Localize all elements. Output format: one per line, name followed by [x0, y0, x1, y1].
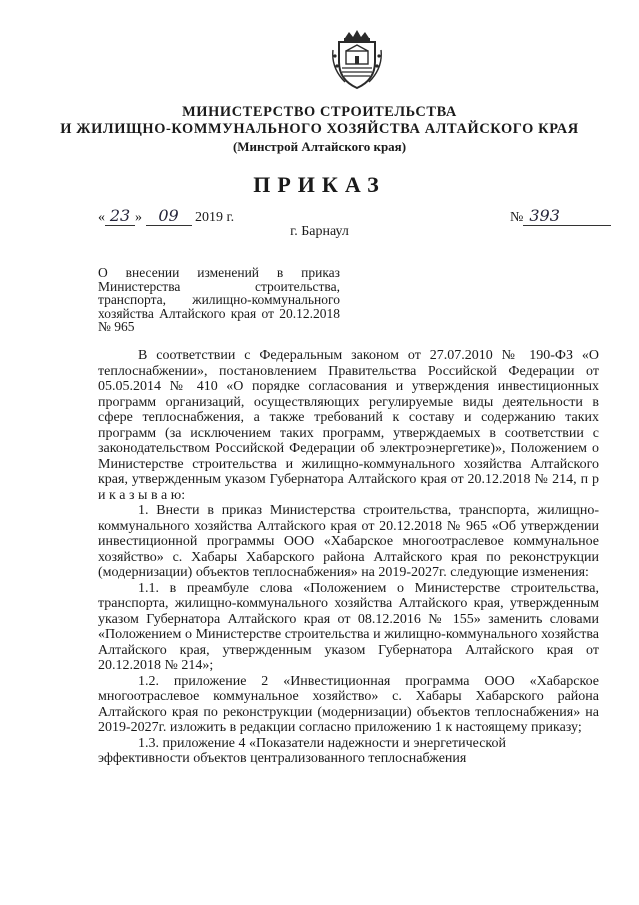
ministry-name-line2: И ЖИЛИЩНО-КОММУНАЛЬНОГО ХОЗЯЙСТВА АЛТАЙСКОГО КРАЯ: [60, 121, 579, 137]
item-1-3-continuation: эффективности объектов централизованного теплоснабжения: [98, 751, 467, 766]
number-handwritten: 393: [523, 206, 611, 226]
date-month-handwritten: 09: [146, 206, 192, 226]
number-label: №: [510, 210, 524, 225]
preamble-paragraph: В соответствии с Федеральным законом от 27.07.2010 № 190-ФЗ «О теплоснабжении», постановлением Правительства Российской Федерации от 05.05.2014 № 410 «О порядке согласования и утверждения инвестиционных программ организаций, осуществляющих регулируемые виды деятельности в сфере теплоснабжения, а также требований к составу и содержанию таких программ (за исключением таких программ, утверждаемых в соответствии с законодательством Российской Федерации об электроэнергетике)», Положением о Министерстве строительства и жилищно-коммунального хозяйства Алтайского края, утвержденным указом Губернатора Алтайского края от 20.12.2018 № 214, п р и к а з ы в а ю:: [98, 348, 599, 503]
date-day-handwritten: 23: [105, 206, 135, 226]
ministry-short-name: (Минстрой Алтайского края): [232, 139, 407, 154]
item-1-1-paragraph: 1.1. в преамбуле слова «Положением о Министерстве строительства, транспорта, жилищно-коммунального хозяйства Алтайского края, утвержденным указом Губернатора Алтайского края от 08.12.2016 № 155» заменить словами «Положением о Министерстве строительства и жилищно-коммунального хозяйства Алтайского края, утвержденным указом Губернатора Алтайского края от 20.12.2018 № 214»;: [98, 580, 599, 673]
date-open-quote: «: [98, 210, 105, 225]
ministry-header: [0, 104, 639, 155]
item-1-2-paragraph: 1.2. приложение 2 «Инвестиционная программа ООО «Хабарское многоотраслевое коммунальное хозяйство» с. Хабары Хабарского района Алтайского края по реконструкции (модернизации) объектов теплоснабжения» на 2019-2027г. изложить в редакции согласно приложению 1 к настоящему приказу;: [98, 673, 599, 735]
order-date: [98, 206, 234, 226]
item-1-paragraph: 1. Внести в приказ Министерства строительства, транспорта, жилищно-коммунального хозяйства Алтайского края от 20.12.2018 № 965 «Об утверждении инвестиционной программы ООО «Хабарское многоотраслевое коммунальное хозяйство» с. Хабары Хабарского района Алтайского края по реконструкции (модернизации) объектов теплоснабжения» на 2019-2027г. следующие изменения:: [98, 503, 599, 580]
order-body: [98, 348, 599, 767]
date-close-quote: »: [135, 210, 142, 225]
city-name: г. Барнаул: [290, 224, 349, 239]
item-1-3-paragraph: 1.3. приложение 4 «Показатели надежности и энергетической: [138, 735, 506, 751]
ministry-name-line1: МИНИСТЕРСТВО СТРОИТЕЛЬСТВА: [182, 104, 457, 120]
date-year: 2019 г.: [195, 210, 235, 225]
order-subject: О внесении изменений в приказ Министерства строительства, транспорта, жилищно-коммунального хозяйства Алтайского края от 20.12.2018 № 965: [98, 265, 340, 335]
altai-krai-coat-of-arms-icon: [329, 28, 385, 90]
order-number: [510, 206, 611, 226]
document-title: ПРИКАЗ: [253, 172, 386, 197]
